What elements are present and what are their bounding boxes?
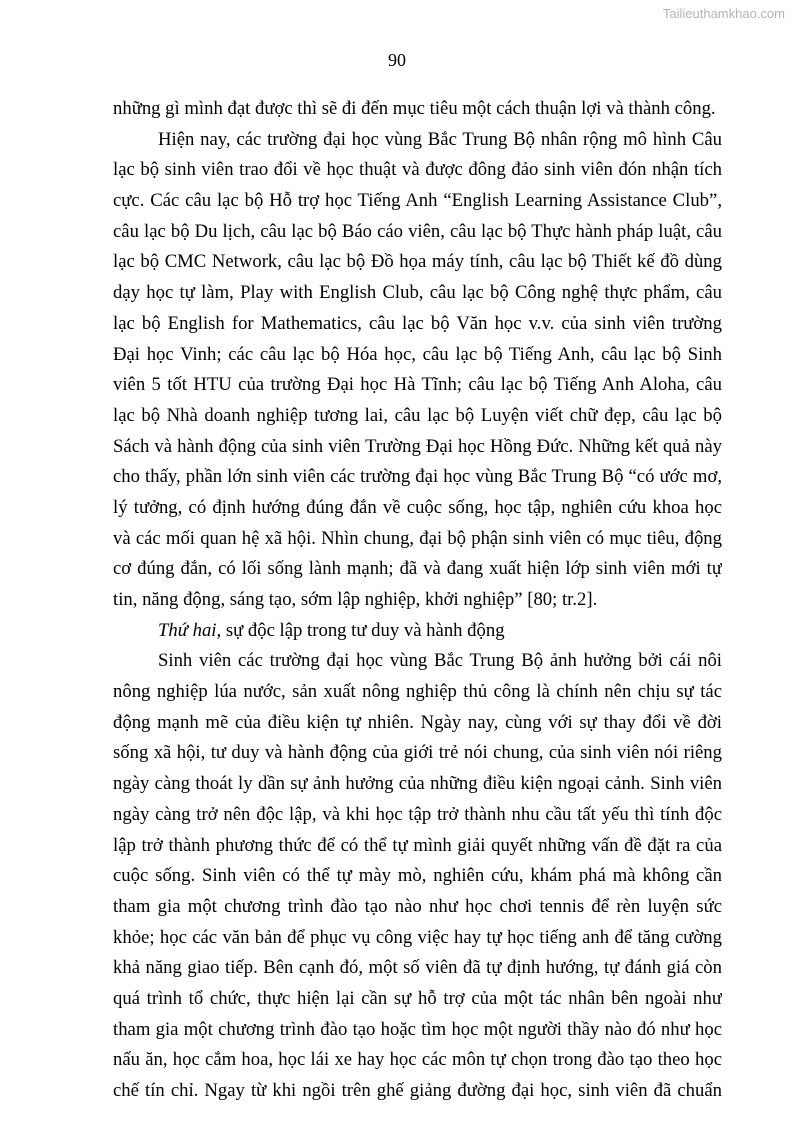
paragraph-line: tham gia một chương trình đào tạo hoặc tìm học một người thầy nào đó như học [113,1018,722,1040]
paragraph-line: tham gia một chương trình đào tạo nào như học chơi tennis để rèn luyện sức [113,895,722,917]
paragraph-line: ngày càng trở nên độc lập, và khi học tập trở thành nhu cầu tất yếu thì tính độc [113,803,722,825]
paragraph-line: khả năng giao tiếp. Bên cạnh đó, một số viên đã tự định hướng, tự đánh giá còn [113,957,722,979]
paragraph-line: động mạnh mẽ của điều kiện tự nhiên. Ngày nay, cùng với sự thay đổi về đời [113,711,722,733]
paragraph-line: cuộc sống. Sinh viên có thể tự mày mò, nghiên cứu, khám phá mà không cần [113,865,722,887]
page-number: 90 [388,50,406,70]
paragraph-line: Sinh viên các trường đại học vùng Bắc Trung Bộ ảnh hưởng bởi cái nôi [158,650,722,672]
paragraph-line: Sách và hành động của sinh viên Trường Đại học Hồng Đức. Những kết quả này [113,435,722,457]
paragraph-line: quá trình tổ chức, thực hiện lại cần sự hỗ trợ của một tác nhân bên ngoài như [113,987,722,1009]
paragraph-line: nấu ăn, học cắm hoa, học lái xe hay học các môn tự chọn trong đào tạo theo học [113,1049,722,1071]
paragraph-line: chế tín chỉ. Ngay từ khi ngồi trên ghế giảng đường đại học, sinh viên đã chuẩn [113,1080,722,1101]
paragraph-line: cực. Các câu lạc bộ Hỗ trợ học Tiếng Anh “English Learning Assistance Club”, [113,190,722,212]
paragraph-line: lạc bộ CMC Network, câu lạc bộ Đồ họa máy tính, câu lạc bộ Thiết kế đồ dùng [113,251,722,273]
paragraph-line: lạc bộ sinh viên trao đổi về học thuật và được đông đảo sinh viên đón nhận tích [113,159,722,181]
paragraph-line: câu lạc bộ Du lịch, câu lạc bộ Báo cáo viên, câu lạc bộ Thực hành pháp luật, câu [113,220,722,242]
paragraph-line: lạc bộ Nhà doanh nghiệp tương lai, câu lạc bộ Luyện viết chữ đẹp, câu lạc bộ [113,404,722,426]
paragraph-line: cơ đúng đắn, có lối sống lành mạnh; đã và đang xuất hiện lớp sinh viên mới tự [113,558,722,580]
paragraph-line: dạy học tự làm, Play with English Club, câu lạc bộ Công nghệ thực phẩm, câu [113,282,722,304]
paragraph-line: tin, năng động, sáng tạo, sớm lập nghiệp, khởi nghiệp” [80; tr.2]. [113,589,598,610]
paragraph-line: lập trở thành phương thức để có thể tự mình giải quyết những vấn đề đặt ra của [113,834,722,856]
paragraph-line: nông nghiệp lúa nước, sản xuất nông nghiệp thủ công là chính nên chịu sự tác [113,681,722,703]
paragraph-line: cho thấy, phần lớn sinh viên các trường đại học vùng Bắc Trung Bộ “có ước mơ, [113,466,722,488]
heading-italic-lead: Thứ hai, [158,619,222,641]
paragraph-line: những gì mình đạt được thì sẽ đi đến mục tiêu một cách thuận lợi và thành công. [113,98,716,119]
paragraph-line: khỏe; học các văn bản để phục vụ công việc hay tự học tiếng anh để tăng cường [113,926,722,948]
paragraph-line: ngày càng thoát ly dần sự ảnh hưởng của những điều kiện ngoại cảnh. Sinh viên [113,773,722,795]
paragraph-line: viên 5 tốt HTU của trường Đại học Hà Tĩnh; câu lạc bộ Tiếng Anh Aloha, câu [113,374,722,396]
paragraph-line: và các mối quan hệ xã hội. Nhìn chung, đại bộ phận sinh viên có mục tiêu, động [113,527,722,549]
paragraph-line: Đại học Vinh; các câu lạc bộ Hóa học, câu lạc bộ Tiếng Anh, câu lạc bộ Sinh [113,343,722,365]
paragraph-line: sống xã hội, tư duy và hành động của giới trẻ nói chung, của sinh viên nói riêng [113,742,722,764]
section-heading [113,616,722,647]
paragraph-line: Hiện nay, các trường đại học vùng Bắc Trung Bộ nhân rộng mô hình Câu [158,128,722,150]
paragraph-line: lạc bộ English for Mathematics, câu lạc bộ Văn học v.v. của sinh viên trường [113,312,722,334]
paragraph-line: lý tưởng, có định hướng đúng đắn về cuộc sống, học tập, nghiên cứu khoa học [113,496,722,518]
body-text [113,94,722,1107]
heading-rest: sự độc lập trong tư duy và hành động [221,619,505,641]
watermark: Tailieuthamkhao.com [662,6,785,21]
